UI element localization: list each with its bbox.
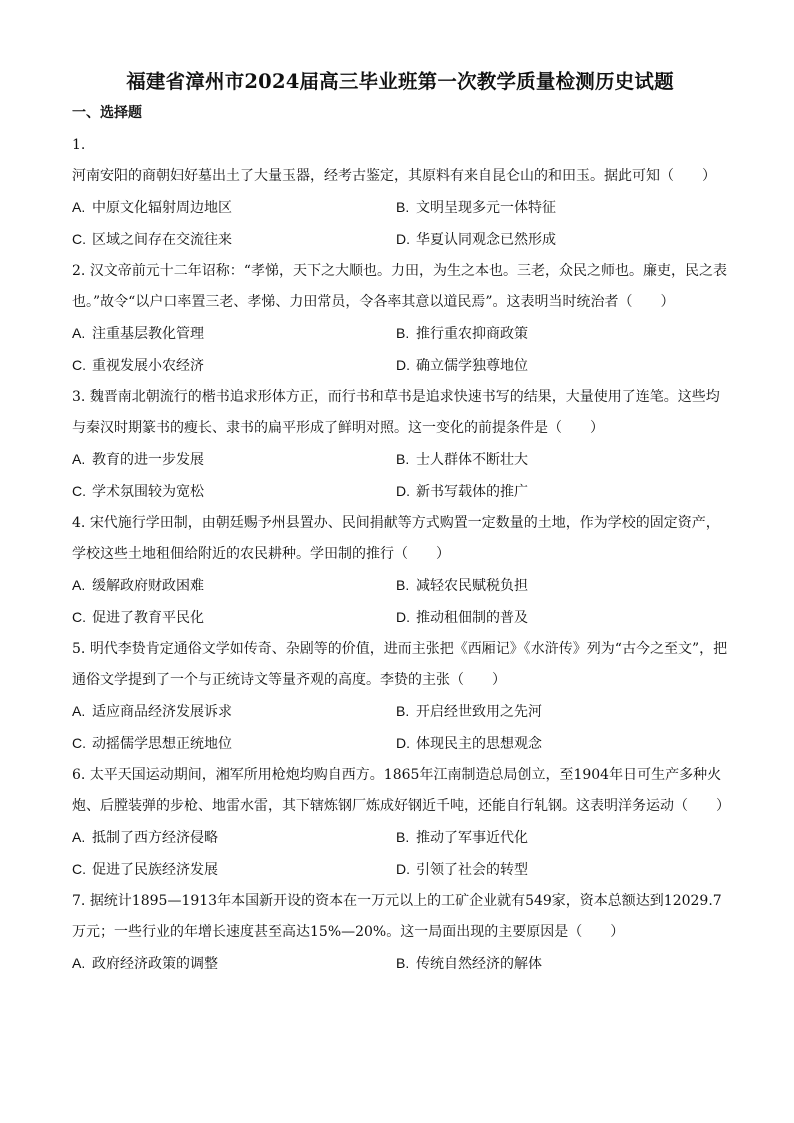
option-d[interactable] <box>396 854 728 886</box>
option-letter: A. <box>72 199 86 215</box>
option-a[interactable] <box>72 192 396 224</box>
question-text: 汉文帝前元十二年诏称：“孝悌，天下之大顺也。力田，为生之本也。三老，众民之师也。廉吏，民之表也。”故令“以户口率置三老、孝悌、力田常员，令各率其意以道民焉”。这表明当时统治者（ ） <box>72 263 727 310</box>
option-b[interactable] <box>396 822 728 854</box>
question-text: 宋代施行学田制，由朝廷赐予州县置办、民间捐献等方式购置一定数量的土地，作为学校的固定资产，学校这些土地租佃给附近的农民耕种。学田制的推行（ ） <box>72 515 720 562</box>
option-text: 动摇儒学思想正统地位 <box>92 736 232 752</box>
question-6 <box>72 760 728 886</box>
option-list <box>72 570 728 634</box>
option-letter: C. <box>72 357 86 373</box>
option-letter: A. <box>72 325 86 341</box>
option-list <box>72 696 728 760</box>
option-d[interactable] <box>396 350 728 382</box>
option-text: 促进了民族经济发展 <box>92 862 218 878</box>
option-text: 适应商品经济发展诉求 <box>92 704 232 720</box>
question-number: 6. <box>72 767 86 783</box>
page-title: 福建省漳州市2024届高三毕业班第一次教学质量检测历史试题 <box>126 70 674 93</box>
option-a[interactable] <box>72 822 396 854</box>
question-stem <box>72 508 728 570</box>
option-letter: C. <box>72 861 86 877</box>
option-letter: B. <box>396 325 410 341</box>
option-list <box>72 318 728 382</box>
question-5 <box>72 634 728 760</box>
question-stem <box>72 886 728 948</box>
option-text: 引领了社会的转型 <box>416 862 528 878</box>
question-stem <box>72 256 728 318</box>
option-d[interactable] <box>396 602 728 634</box>
option-letter: B. <box>396 955 410 971</box>
question-7 <box>72 886 728 980</box>
option-list <box>72 948 728 980</box>
option-b[interactable] <box>396 948 728 980</box>
question-text: 河南安阳的商朝妇好墓出土了大量玉器，经考古鉴定，其原料有来自昆仑山的和田玉。据此可知（ ） <box>72 168 716 184</box>
option-text: 推行重农抑商政策 <box>416 326 528 342</box>
option-a[interactable] <box>72 570 396 602</box>
question-1 <box>72 130 728 256</box>
option-text: 教育的进一步发展 <box>92 452 204 468</box>
question-number: 3. <box>72 389 86 405</box>
option-letter: B. <box>396 703 410 719</box>
option-text: 开启经世致用之先河 <box>416 704 542 720</box>
option-text: 学术氛围较为宽松 <box>92 484 204 500</box>
option-a[interactable] <box>72 444 396 476</box>
option-letter: B. <box>396 577 410 593</box>
option-letter: A. <box>72 703 86 719</box>
option-c[interactable] <box>72 602 396 634</box>
option-letter: B. <box>396 451 410 467</box>
option-text: 确立儒学独尊地位 <box>416 358 528 374</box>
section-heading: 一、选择题 <box>72 105 142 121</box>
option-c[interactable] <box>72 476 396 508</box>
option-text: 传统自然经济的解体 <box>416 956 542 972</box>
option-letter: C. <box>72 609 86 625</box>
option-text: 士人群体不断壮大 <box>416 452 528 468</box>
option-text: 注重基层教化管理 <box>92 326 204 342</box>
option-letter: D. <box>396 609 410 625</box>
option-letter: A. <box>72 955 86 971</box>
question-number: 1. <box>72 137 86 153</box>
option-d[interactable] <box>396 728 728 760</box>
option-letter: C. <box>72 735 86 751</box>
question-text: 太平天国运动期间，湘军所用枪炮均购自西方。1865年江南制造总局创立，至1904年日可生产多种火炮、后膛装弹的步枪、地雷水雷，其下辖炼钢厂炼成好钢近千吨，还能自行轧钢。这表明洋务运动（ ） <box>72 767 730 814</box>
option-text: 政府经济政策的调整 <box>92 956 218 972</box>
question-stem <box>72 382 728 444</box>
question-number: 5. <box>72 641 86 657</box>
question-2 <box>72 256 728 382</box>
option-text: 中原文化辐射周边地区 <box>92 200 232 216</box>
option-text: 推动了军事近代化 <box>416 830 528 846</box>
option-text: 华夏认同观念已然形成 <box>416 232 556 248</box>
question-stem <box>72 760 728 822</box>
question-stem <box>72 130 728 192</box>
option-text: 重视发展小农经济 <box>92 358 204 374</box>
question-list <box>72 130 728 980</box>
option-a[interactable] <box>72 696 396 728</box>
option-b[interactable] <box>396 318 728 350</box>
option-c[interactable] <box>72 350 396 382</box>
option-list <box>72 822 728 886</box>
option-letter: D. <box>396 861 410 877</box>
option-list <box>72 444 728 508</box>
option-d[interactable] <box>396 224 728 256</box>
option-a[interactable] <box>72 948 396 980</box>
option-text: 减轻农民赋税负担 <box>416 578 528 594</box>
option-letter: B. <box>396 199 410 215</box>
question-stem <box>72 634 728 696</box>
option-letter: A. <box>72 451 86 467</box>
question-4 <box>72 508 728 634</box>
option-text: 缓解政府财政困难 <box>92 578 204 594</box>
option-letter: B. <box>396 829 410 845</box>
question-text: 魏晋南北朝流行的楷书追求形体方正，而行书和草书是追求快速书写的结果，大量使用了连笔。这些均与秦汉时期篆书的瘦长、隶书的扁平形成了鲜明对照。这一变化的前提条件是（ ） <box>72 389 720 436</box>
question-number: 2. <box>72 263 86 279</box>
option-letter: C. <box>72 483 86 499</box>
option-b[interactable] <box>396 444 728 476</box>
option-letter: A. <box>72 829 86 845</box>
option-list <box>72 192 728 256</box>
option-text: 文明呈现多元一体特征 <box>416 200 556 216</box>
option-text: 区域之间存在交流往来 <box>92 232 232 248</box>
option-a[interactable] <box>72 318 396 350</box>
option-c[interactable] <box>72 728 396 760</box>
question-text: 据统计1895—1913年本国新开设的资本在一万元以上的工矿企业就有549家，资本总额达到12029.7万元；一些行业的年增长速度甚至高达15%—20%。这一局面出现的主要原因是（ ） <box>72 893 722 940</box>
option-text: 新书写载体的推广 <box>416 484 528 500</box>
option-letter: D. <box>396 357 410 373</box>
option-letter: C. <box>72 231 86 247</box>
option-b[interactable] <box>396 192 728 224</box>
question-number: 4. <box>72 515 86 531</box>
option-b[interactable] <box>396 570 728 602</box>
option-b[interactable] <box>396 696 728 728</box>
question-text: 明代李贽肯定通俗文学如传奇、杂剧等的价值，进而主张把《西厢记》《水浒传》列为“古今之至文”，把通俗文学提到了一个与正统诗文等量齐观的高度。李贽的主张（ ） <box>72 641 728 688</box>
option-letter: D. <box>396 483 410 499</box>
option-text: 抵制了西方经济侵略 <box>92 830 218 846</box>
question-number: 7. <box>72 893 86 909</box>
option-text: 促进了教育平民化 <box>92 610 204 626</box>
question-3 <box>72 382 728 508</box>
option-d[interactable] <box>396 476 728 508</box>
option-c[interactable] <box>72 224 396 256</box>
option-letter: D. <box>396 735 410 751</box>
option-letter: A. <box>72 577 86 593</box>
option-c[interactable] <box>72 854 396 886</box>
option-letter: D. <box>396 231 410 247</box>
option-text: 体现民主的思想观念 <box>416 736 542 752</box>
option-text: 推动租佃制的普及 <box>416 610 528 626</box>
